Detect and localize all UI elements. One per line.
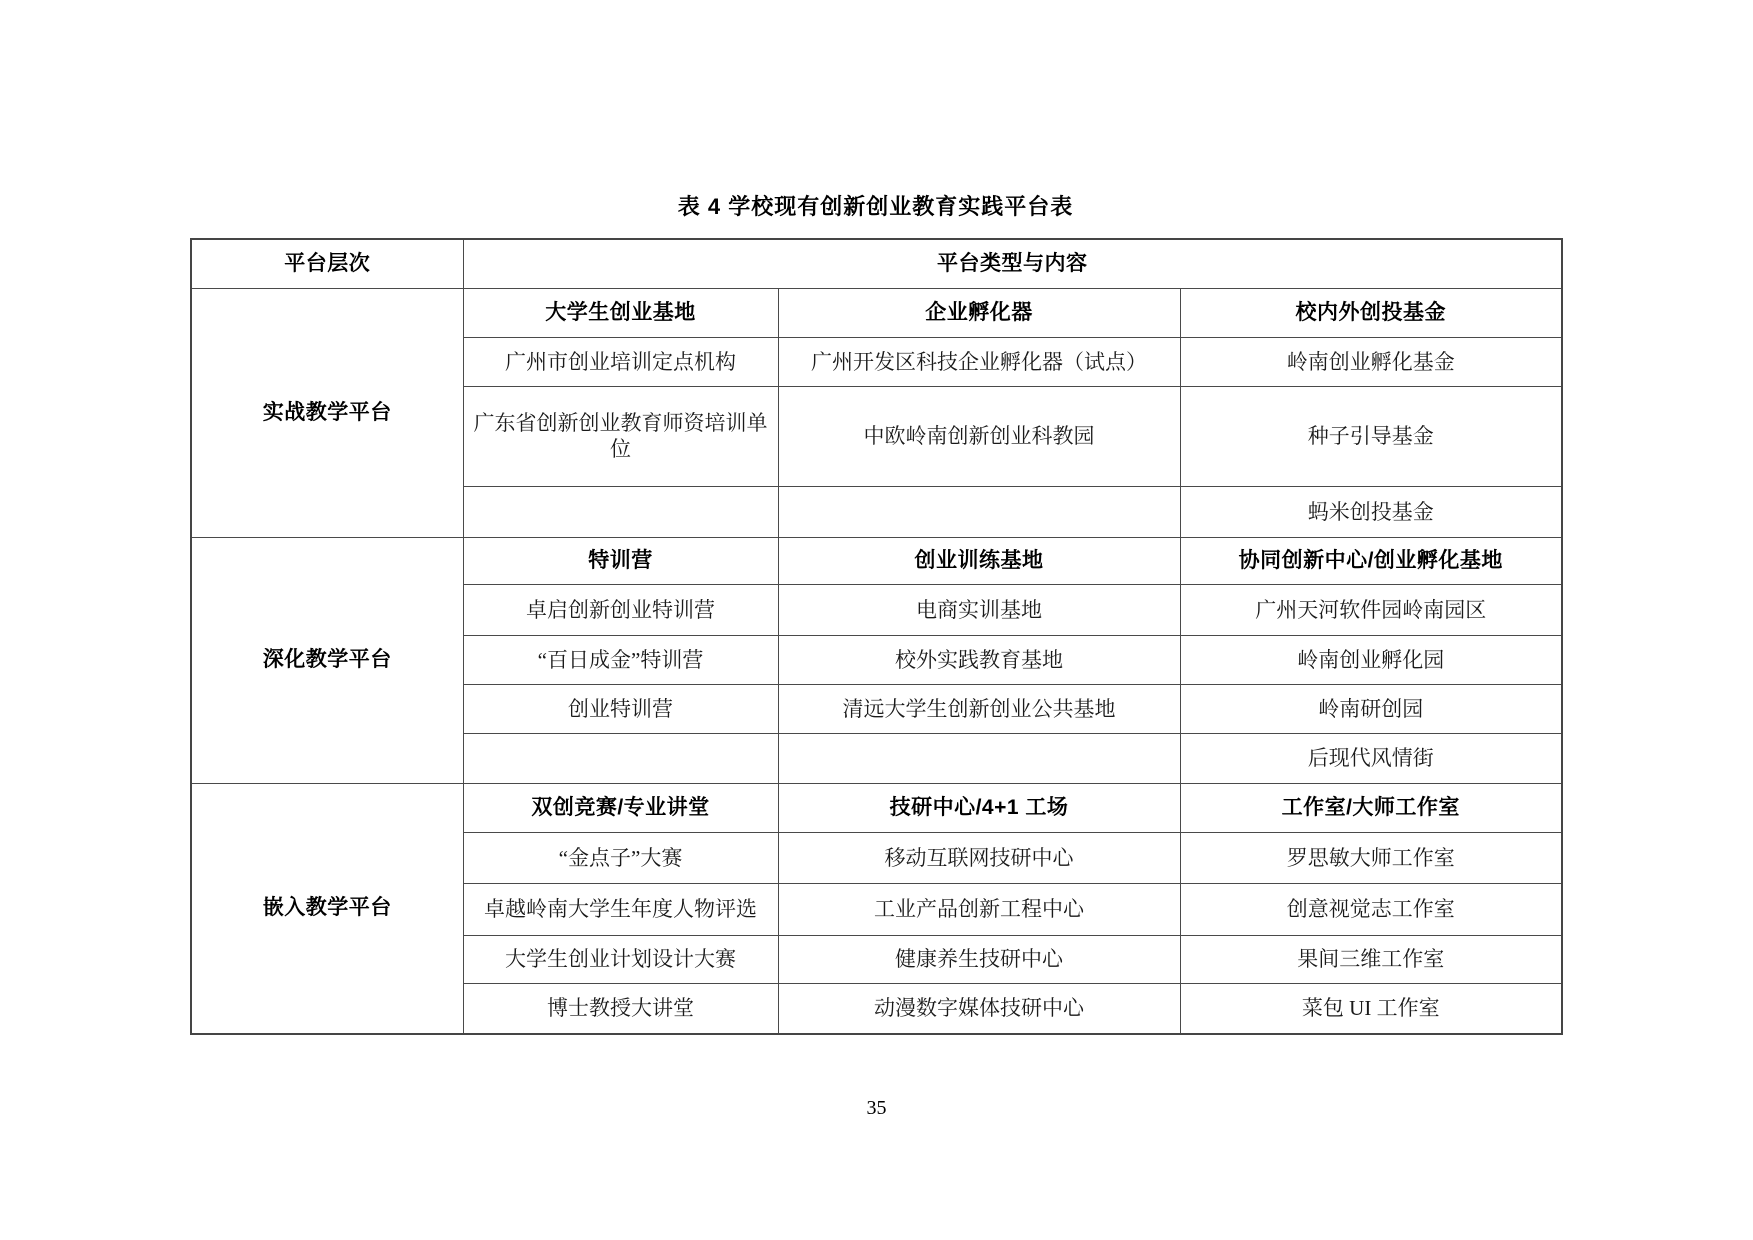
header-cell-platform-type: 平台类型与内容 — [463, 239, 1562, 288]
table-cell: 广东省创新创业教育师资培训单位 — [463, 386, 778, 486]
subheader-cell: 创业训练基地 — [778, 537, 1180, 584]
table-cell: 中欧岭南创新创业科教园 — [778, 386, 1180, 486]
subheader-cell: 大学生创业基地 — [463, 288, 778, 337]
subheader-cell: 工作室/大师工作室 — [1180, 783, 1562, 832]
table-caption: 表 4 学校现有创新创业教育实践平台表 — [677, 194, 1074, 219]
subheader-cell: 协同创新中心/创业孵化基地 — [1180, 537, 1562, 584]
empty-cell — [463, 486, 778, 537]
table-header-row — [191, 239, 1562, 288]
table-cell: 果间三维工作室 — [1180, 935, 1562, 983]
header-cell-platform-level: 平台层次 — [191, 239, 463, 288]
table-row — [191, 288, 1562, 337]
table-cell: 卓启创新创业特训营 — [463, 584, 778, 635]
table-cell: 动漫数字媒体技研中心 — [778, 983, 1180, 1034]
table-cell: 广州天河软件园岭南园区 — [1180, 584, 1562, 635]
table-cell: 岭南研创园 — [1180, 684, 1562, 733]
table-cell: 种子引导基金 — [1180, 386, 1562, 486]
platform-table — [190, 238, 1563, 1035]
table-cell: 创意视觉志工作室 — [1180, 883, 1562, 935]
table-row — [191, 783, 1562, 832]
table-row — [191, 537, 1562, 584]
table-cell: 菜包 UI 工作室 — [1180, 983, 1562, 1034]
subheader-cell: 校内外创投基金 — [1180, 288, 1562, 337]
table-cell: 广州开发区科技企业孵化器（试点） — [778, 337, 1180, 386]
empty-cell — [778, 486, 1180, 537]
section-label-embedded: 嵌入教学平台 — [191, 783, 463, 1034]
table-cell: 校外实践教育基地 — [778, 635, 1180, 684]
table-cell: 蚂米创投基金 — [1180, 486, 1562, 537]
subheader-cell: 企业孵化器 — [778, 288, 1180, 337]
subheader-cell: 技研中心/4+1 工场 — [778, 783, 1180, 832]
section-label-deepening: 深化教学平台 — [191, 537, 463, 783]
empty-cell — [463, 733, 778, 783]
table-cell: 岭南创业孵化基金 — [1180, 337, 1562, 386]
page-number: 35 — [866, 1097, 887, 1119]
table-cell: 工业产品创新工程中心 — [778, 883, 1180, 935]
table-cell: 卓越岭南大学生年度人物评选 — [463, 883, 778, 935]
subheader-cell: 双创竞赛/专业讲堂 — [463, 783, 778, 832]
table-cell: 创业特训营 — [463, 684, 778, 733]
table-cell: 罗思敏大师工作室 — [1180, 832, 1562, 883]
table-cell: 大学生创业计划设计大赛 — [463, 935, 778, 983]
table-cell: 清远大学生创新创业公共基地 — [778, 684, 1180, 733]
table-cell: 博士教授大讲堂 — [463, 983, 778, 1034]
table-cell: 岭南创业孵化园 — [1180, 635, 1562, 684]
subheader-cell: 特训营 — [463, 537, 778, 584]
table-cell: 健康养生技研中心 — [778, 935, 1180, 983]
section-label-practical: 实战教学平台 — [191, 288, 463, 537]
table-cell: 后现代风情街 — [1180, 733, 1562, 783]
table-cell: 移动互联网技研中心 — [778, 832, 1180, 883]
empty-cell — [778, 733, 1180, 783]
table-cell: “金点子”大赛 — [463, 832, 778, 883]
table-cell: 电商实训基地 — [778, 584, 1180, 635]
table-cell: “百日成金”特训营 — [463, 635, 778, 684]
table-cell: 广州市创业培训定点机构 — [463, 337, 778, 386]
